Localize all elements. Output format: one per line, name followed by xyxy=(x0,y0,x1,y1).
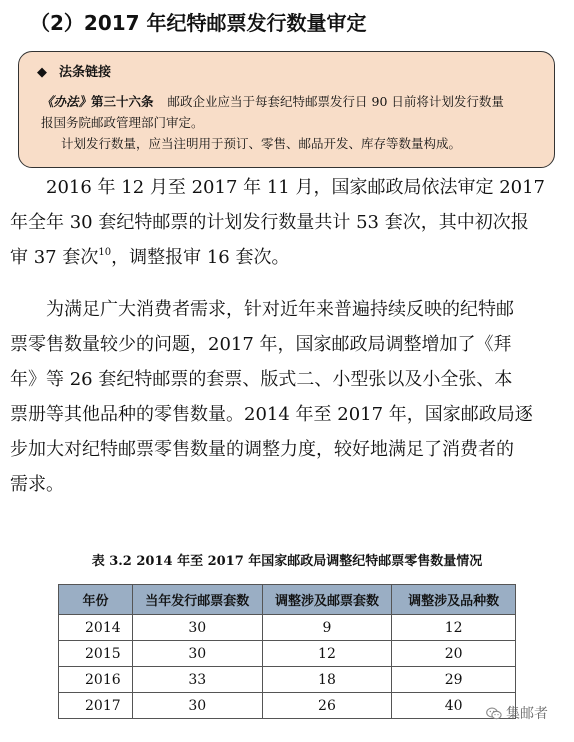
law-box-line-2: 报国务院邮政管理部门审定。 xyxy=(41,115,204,130)
table-header-row xyxy=(59,585,516,615)
watermark-text: 集邮者 xyxy=(506,706,548,722)
cell-adjusted-sets: 9 xyxy=(262,615,392,641)
cell-issued-sets: 30 xyxy=(132,641,262,667)
law-source: 《办法》 xyxy=(41,94,92,109)
cell-adjusted-sets: 12 xyxy=(262,641,392,667)
paragraph-2-line-4: 票册等其他品种的零售数量。2014 年至 2017 年，国家邮政局逐 xyxy=(10,404,533,425)
law-box-line-1-text: 邮政企业应当于每套纪特邮票发行日 90 日前将计划发行数量 xyxy=(167,94,504,109)
cell-adjusted-sets: 26 xyxy=(262,693,392,719)
law-box-title xyxy=(37,64,111,82)
cell-adjusted-varieties: 20 xyxy=(392,641,516,667)
cell-adjusted-sets: 18 xyxy=(262,667,392,693)
law-link-box xyxy=(18,51,555,168)
diamond-bullet-icon: ◆ xyxy=(37,65,47,80)
law-box-title-text: 法条链接 xyxy=(59,65,112,80)
paragraph-1-line-3a: 审 37 套次 xyxy=(10,247,99,268)
paragraph-1-line-3 xyxy=(10,240,565,275)
cell-issued-sets: 33 xyxy=(132,667,262,693)
cell-year: 2017 xyxy=(59,693,133,719)
paragraph-1 xyxy=(10,170,565,275)
table-row xyxy=(59,615,516,641)
section-heading: （2）2017 年纪特邮票发行数量审定 xyxy=(30,11,367,35)
header-year: 年份 xyxy=(59,585,133,615)
paragraph-1-line-1: 2016 年 12 月至 2017 年 11 月，国家邮政局依法审定 2017 xyxy=(46,177,546,198)
wechat-icon xyxy=(486,707,502,720)
cell-issued-sets: 30 xyxy=(132,693,262,719)
paragraph-2-line-1: 为满足广大消费者需求，针对近年来普遍持续反映的纪特邮 xyxy=(46,299,514,320)
stamp-retail-table xyxy=(58,584,516,719)
paragraph-2 xyxy=(10,292,565,502)
cell-year: 2015 xyxy=(59,641,133,667)
paragraph-1-line-2: 年全年 30 套纪特邮票的计划发行数量共计 53 套次，其中初次报 xyxy=(10,212,529,233)
law-box-line-3: 计划发行数量，应当注明用于预订、零售、邮品开发、库存等数量构成。 xyxy=(61,136,462,151)
paragraph-2-line-2: 票零售数量较少的问题，2017 年，国家邮政局调整增加了《拜 xyxy=(10,334,512,355)
cell-adjusted-varieties: 29 xyxy=(392,667,516,693)
header-adjusted-sets: 调整涉及邮票套数 xyxy=(262,585,392,615)
law-article: 第三十六条 xyxy=(91,94,154,109)
watermark xyxy=(486,703,548,723)
cell-adjusted-varieties: 40 xyxy=(392,693,516,719)
table-caption: 表 3.2 2014 年至 2017 年国家邮政局调整纪特邮票零售数量情况 xyxy=(91,554,483,569)
cell-year: 2016 xyxy=(59,667,133,693)
header-adjusted-varieties: 调整涉及品种数 xyxy=(392,585,516,615)
table-row xyxy=(59,693,516,719)
table-row xyxy=(59,667,516,693)
law-box-line-1 xyxy=(41,92,504,112)
header-issued-sets: 当年发行邮票套数 xyxy=(132,585,262,615)
table-row xyxy=(59,641,516,667)
footnote-marker: 10 xyxy=(98,247,112,258)
cell-adjusted-varieties: 12 xyxy=(392,615,516,641)
cell-year: 2014 xyxy=(59,615,133,641)
paragraph-2-line-5: 步加大对纪特邮票零售数量的调整力度，较好地满足了消费者的 xyxy=(10,439,514,460)
paragraph-2-line-6: 需求。 xyxy=(10,474,64,495)
cell-issued-sets: 30 xyxy=(132,615,262,641)
paragraph-2-line-3: 年》等 26 套纪特邮票的套票、版式二、小型张以及小全张、本 xyxy=(10,369,513,390)
paragraph-1-line-3b: ，调整报审 16 套次。 xyxy=(111,247,290,268)
